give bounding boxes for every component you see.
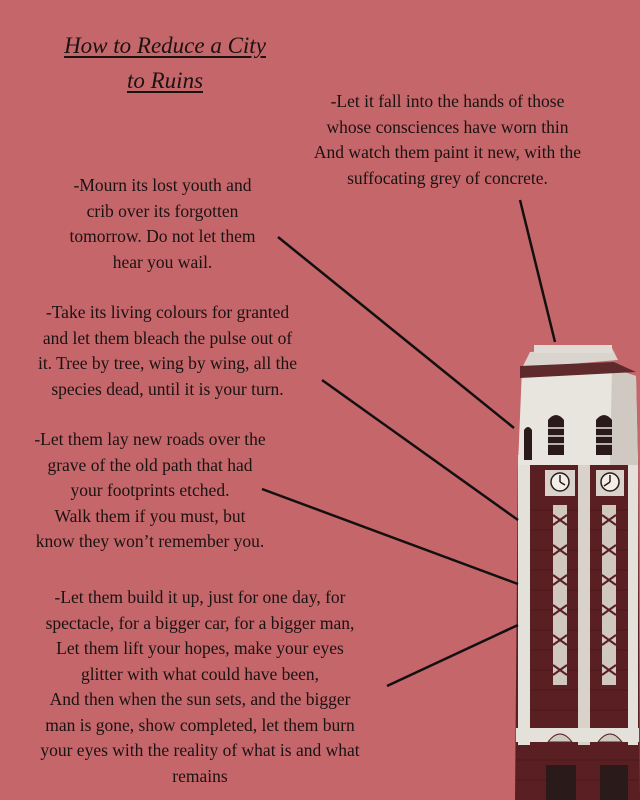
stanza-3 bbox=[0, 300, 335, 402]
stanza-line: remains bbox=[172, 765, 228, 786]
stanza-line: -Let them lay new roads over the bbox=[34, 429, 266, 449]
stanza-5 bbox=[0, 585, 400, 789]
stanza-line: glitter with what could have been, bbox=[80, 663, 320, 684]
stanza-line: man is gone, show completed, let them burn bbox=[45, 714, 355, 735]
stanza-line: spectacle, for a bigger car, for a bigger man, bbox=[45, 612, 355, 633]
stanza-line: whose consciences have worn thin bbox=[326, 116, 569, 137]
stanza-line: crib over its forgotten bbox=[86, 200, 239, 221]
title-line-2: to Ruins bbox=[126, 68, 204, 93]
stanza-line: your eyes with the reality of what is and what bbox=[40, 740, 360, 760]
stanza-line: suffocating grey of concrete. bbox=[347, 167, 548, 188]
stanza-line: And watch them paint it new, with the bbox=[313, 142, 582, 162]
connector-line-3 bbox=[322, 380, 518, 520]
stanza-line: Walk them if you must, but bbox=[54, 505, 246, 526]
stanza-line: hear you wail. bbox=[112, 251, 213, 272]
stanza-line: and let them bleach the pulse out of bbox=[42, 327, 293, 348]
title-line-1: How to Reduce a City bbox=[64, 33, 266, 58]
stanza-line: grave of the old path that had bbox=[47, 454, 253, 475]
connector-line-1 bbox=[520, 200, 555, 342]
stanza-1 bbox=[270, 89, 625, 191]
connector-line-4 bbox=[262, 489, 518, 584]
stanza-4 bbox=[5, 427, 295, 555]
stanza-line: know they won’t remember you. bbox=[35, 531, 265, 551]
stanza-line: -Take its living colours for granted bbox=[45, 302, 290, 322]
stanza-line: -Let it fall into the hands of those bbox=[330, 91, 565, 111]
stanza-line: And then when the sun sets, and the bigger bbox=[49, 689, 351, 709]
connector-line-5 bbox=[387, 625, 518, 686]
stanza-line: your footprints etched. bbox=[70, 480, 230, 500]
stanza-line: it. Tree by tree, wing by wing, all the bbox=[37, 353, 298, 373]
stanza-line: tomorrow. Do not let them bbox=[69, 226, 256, 246]
stanza-line: species dead, until it is your turn. bbox=[51, 378, 284, 399]
stanza-2 bbox=[40, 173, 285, 275]
stanza-line: -Mourn its lost youth and bbox=[73, 175, 252, 195]
stanza-line: -Let them build it up, just for one day, for bbox=[54, 587, 346, 607]
stanza-line: Let them lift your hopes, make your eyes bbox=[56, 638, 344, 658]
